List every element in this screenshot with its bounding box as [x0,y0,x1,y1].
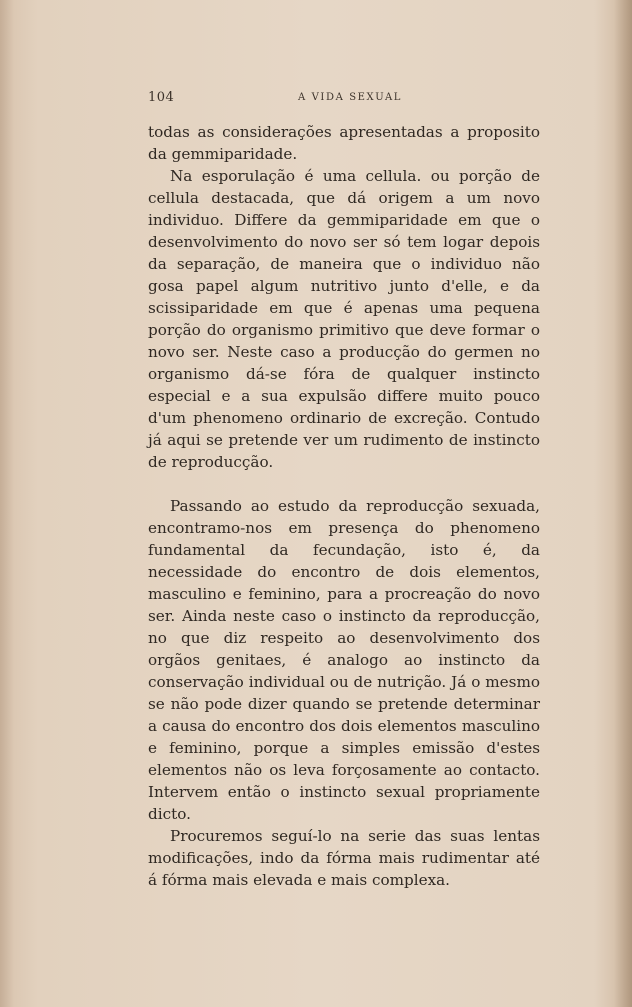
page-edge-shadow [0,0,14,1007]
paragraph-continuation: todas as considerações apresentadas a proposito da gemmiparidade. [148,123,540,163]
body-text [148,121,540,891]
spine-shadow [614,0,632,1007]
paragraph-procuremos: Procuremos seguí-lo na serie das suas lentas modificações, indo da fórma mais rudimentar até á fórma mais elevada e mais complexa. [148,827,540,889]
page-number: 104 [148,90,175,105]
paragraph-reproduccao-sexuada: Passando ao estudo da reproducção sexuada, encontramo-nos em presença do phenomeno fundamental da fecundação, isto é, da necessidade do encontro de dois elementos, masculino e feminino, para a procreação do novo ser. Ainda neste caso o instincto da reproducção, no que diz respeito ao desenvolvimento dos orgãos genitaes, é analogo ao instincto da conservação individual ou de nutrição. Já o mesmo se não pode dizer quando se pretende determinar a causa do encontro dos dois elementos masculino e feminino, porque a simples emissão d'estes elementos não os leva forçosamente ao contacto. Intervem então o instincto sexual propriamente dicto. [148,497,540,823]
running-title: A VIDA SEXUAL [298,92,403,103]
paragraph-esporulacao: Na esporulação é uma cellula. ou porção de cellula destacada, que dá origem a um novo individuo. Differe da gemmiparidade em que o desenvolvimento do novo ser só tem logar depois da separação, de maneira que o individuo não gosa papel algum nutritivo junto d'elle, e da scissiparidade em que é apenas uma pequena porção do organismo primitivo que deve formar o novo ser. Neste caso a producção do germen no organismo dá-se fóra de qualquer instincto especial e a sua expulsão differe muito pouco d'um phenomeno ordinario de excreção. Contudo já aqui se pretende ver um rudimento de instincto de reproducção. [148,167,540,471]
running-head [148,90,540,110]
